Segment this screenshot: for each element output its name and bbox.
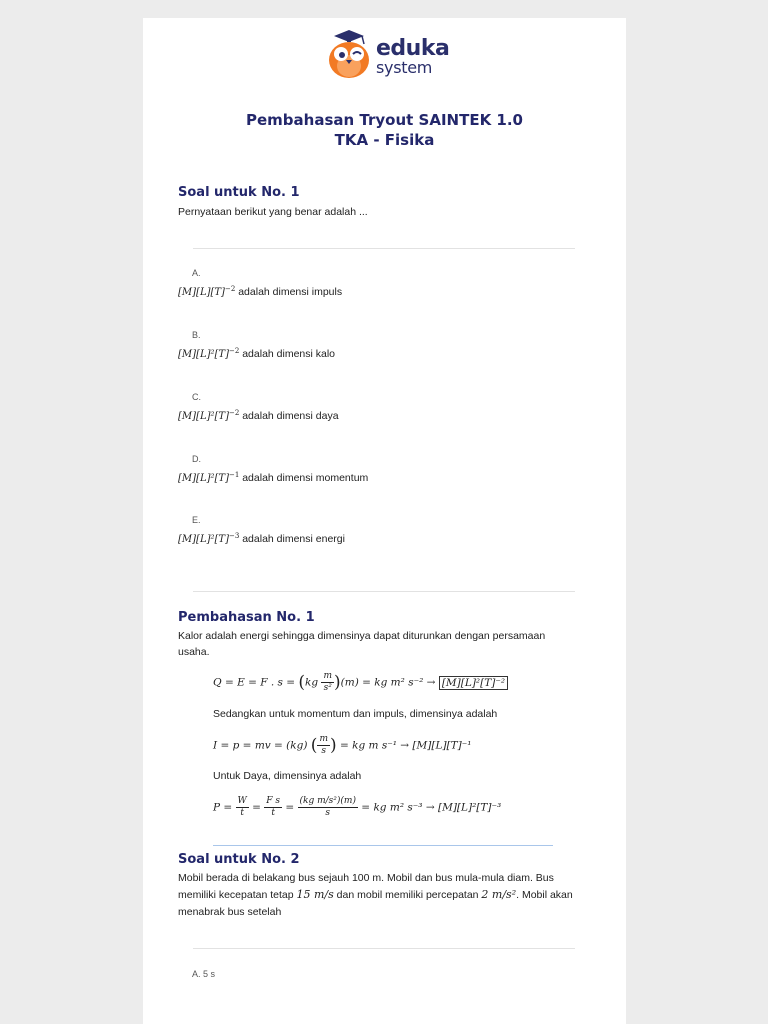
question-1-text: Pernyataan berikut yang benar adalah ... [178,206,368,218]
discussion-1-text-3: Untuk Daya, dimensinya adalah [213,770,362,782]
option-a-letter: A. [192,268,201,278]
eq1-left: Q = E = F . s = [213,676,299,689]
option-c[interactable] [178,409,339,422]
discussion-1-text-2: Sedangkan untuk momentum dan impuls, dimensinya adalah [213,708,498,720]
option-c-math: [M][L]²[T] [178,411,229,422]
eq2-left: I = p = mv = (kg) [213,739,311,752]
eq3-fraction-2: $\frac{\text{F s}}{t}$ [266,796,281,818]
equation-kalor: Q = E = F . s = (kg $\frac{m}{\text{s²}}$ )(m) = kg m² s⁻² → [M][L]²[T]⁻² [213,671,508,694]
eq2-right: = kg m s⁻¹ → [M][L][T]⁻¹ [336,739,472,752]
equation-momentum: I = p = mv = (kg) ( $\frac{m}{s}$ ) = kg m s⁻¹ → [M][L][T]⁻¹ [213,734,472,756]
option-c-exponent: −2 [228,409,240,417]
eq2-fraction: $\frac{m}{s}$ [319,734,328,756]
eq3-p: P = [213,801,236,814]
acceleration-value: 2 m/s² [481,888,517,901]
option-e-text: adalah dimensi energi [239,533,345,545]
option-a[interactable] [178,285,342,298]
option-c-text: adalah dimensi daya [239,410,339,422]
page-subtitle: TKA - Fisika [334,131,435,149]
eq3-fraction-3: $\frac{\text{(kg m/s²)(m)}}{s}$ [299,796,356,818]
eq3-fraction-1: $\frac{W}{t}$ [237,796,247,818]
option-b-letter: B. [192,330,201,340]
option-b[interactable] [178,347,335,360]
eq1-fraction: $\frac{m}{\text{s²}}$ [323,671,332,693]
option-e-letter: E. [192,515,201,525]
velocity-value: 15 m/s [296,888,334,901]
option-b-exponent: −2 [228,347,240,355]
option-e[interactable] [178,532,345,545]
option-d-exponent: −1 [228,471,240,479]
owl-mascot-icon [326,30,372,80]
option-d-text: adalah dimensi momentum [239,472,369,484]
divider [193,948,575,949]
option-c-letter: C. [192,392,201,402]
discussion-1-heading: Pembahasan No. 1 [178,610,315,625]
q2-option-a[interactable]: A. 5 s [192,969,216,979]
divider [193,248,575,249]
option-e-exponent: −3 [228,532,240,540]
eq3-right: = kg m² s⁻³ → [M][L]²[T]⁻³ [357,801,502,814]
page-title: Pembahasan Tryout SAINTEK 1.0 [246,111,523,129]
discussion-1-intro: Kalor adalah energi sehingga dimensinya dapat diturunkan dengan persamaan usaha. [178,630,546,658]
logo-text-eduka: eduka [376,36,450,61]
logo-text-system: system [376,58,433,77]
eq1-boxed-result: [M][L]²[T]⁻² [439,676,508,690]
option-b-text: adalah dimensi kalo [239,348,336,360]
divider [193,591,575,592]
equation-daya: P = $\frac{W}{t}$ = $\frac{\text{F s}}{t}$ = $\frac{\text{(kg m/s²)(m)}}{s}$ = kg m² s⁻³ → [M][L]²[T]⁻³ [213,796,502,818]
question-1-heading: Soal untuk No. 1 [178,185,300,200]
option-d-letter: D. [192,454,201,464]
option-a-math: [M][L][T] [178,287,225,298]
option-a-exponent: −2 [224,285,236,293]
eduka-logo [326,30,450,80]
question-2-line-3: menabrak bus setelah [178,906,282,918]
question-2-line-1: Mobil berada di belakang bus sejauh 100 m. Mobil dan bus mula-mula diam. Bus [178,872,554,884]
option-d[interactable] [178,471,368,484]
option-e-math: [M][L]²[T] [178,534,229,545]
question-2-line-2: memiliki kecepatan tetap 15 m/s dan mobil memiliki percepatan 2 m/s². Mobil akan [178,888,573,901]
option-d-math: [M][L]²[T] [178,473,229,484]
document-page [143,18,626,1024]
option-b-math: [M][L]²[T] [178,349,229,360]
eq1-right: (m) = kg m² s⁻² → [340,676,439,689]
question-2-heading: Soal untuk No. 2 [178,852,300,867]
option-a-text: adalah dimensi impuls [235,286,343,298]
divider [213,845,553,846]
